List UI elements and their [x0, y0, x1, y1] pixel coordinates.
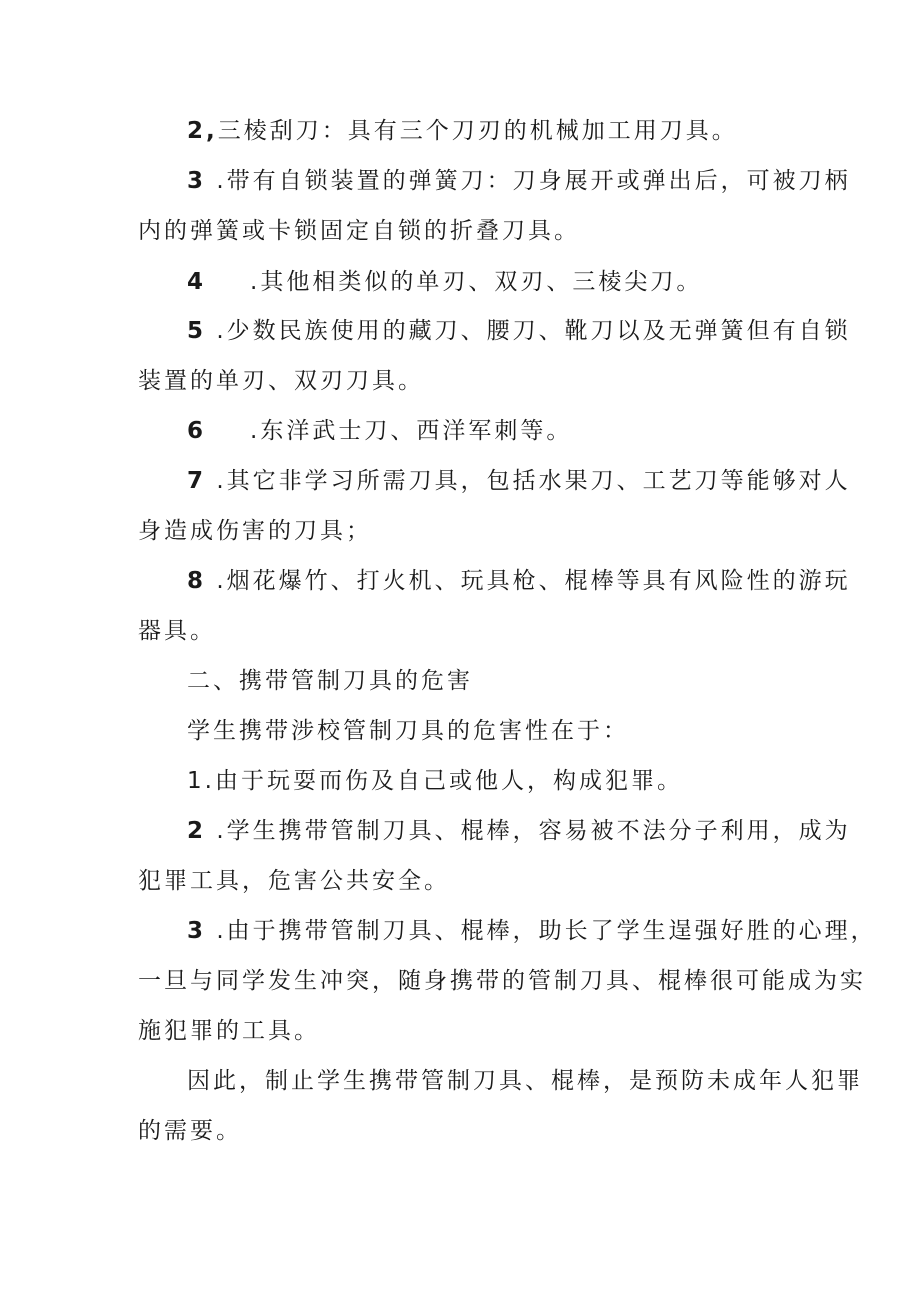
list-item-8 [187, 566, 851, 596]
list-item-6 [187, 416, 572, 446]
item-text: 犯罪工具，危害公共安全。 [138, 868, 450, 894]
item-text: 器具。 [138, 618, 216, 644]
list-item-7 [187, 466, 851, 496]
heading-text: 二、携带管制刀具的危害 [187, 668, 473, 694]
harm-item-3-continuation [138, 966, 866, 996]
item-text: .少数民族使用的藏刀、腰刀、靴刀以及无弹簧但有自锁 [216, 318, 851, 344]
item-text: 1.由于玩耍而伤及自己或他人，构成犯罪。 [187, 768, 683, 794]
list-item-8-continuation [138, 616, 216, 646]
item-text: .其他相类似的单刃、双刃、三棱尖刀。 [250, 269, 703, 295]
list-item-7-continuation [138, 516, 372, 546]
item-text: 身造成伤害的刀具； [138, 518, 372, 544]
list-item-5-continuation [138, 366, 424, 396]
paragraph-text: 因此，制止学生携带管制刀具、棍棒，是预防未成年人犯罪 [187, 1068, 863, 1094]
paragraph-text: 学生携带涉校管制刀具的危害性在于： [187, 718, 629, 744]
harm-item-1 [187, 766, 683, 796]
item-text: .学生携带管制刀具、棍棒，容易被不法分子利用，成为 [216, 818, 851, 844]
item-text: 施犯罪的工具。 [138, 1018, 320, 1044]
harm-item-3-continuation-2 [138, 1016, 320, 1046]
item-number: 2, [187, 118, 218, 144]
item-number: 6 [187, 418, 207, 444]
conclusion-paragraph [187, 1066, 863, 1096]
item-text: .由于携带管制刀具、棍棒，助长了学生逞强好胜的心理， [216, 918, 877, 944]
item-number: 7 [187, 468, 207, 494]
item-number: 3 [187, 918, 207, 944]
intro-paragraph [187, 716, 629, 746]
item-text: .带有自锁装置的弹簧刀：刀身展开或弹出后，可被刀柄 [216, 168, 851, 194]
list-item-4 [187, 267, 702, 297]
harm-item-2-continuation [138, 866, 450, 896]
item-number: 2 [187, 818, 207, 844]
harm-item-3 [187, 916, 877, 946]
item-text: 装置的单刃、双刃刀具。 [138, 368, 424, 394]
list-item-2 [187, 116, 738, 146]
item-text: 内的弹簧或卡锁固定自锁的折叠刀具。 [138, 218, 580, 244]
item-text: .东洋武士刀、西洋军刺等。 [250, 418, 573, 444]
paragraph-text: 的需要。 [138, 1118, 242, 1144]
harm-item-2 [187, 816, 851, 846]
list-item-3 [187, 166, 851, 196]
item-text: .烟花爆竹、打火机、玩具枪、棍棒等具有风险性的游玩 [216, 568, 851, 594]
section-heading [187, 666, 473, 696]
conclusion-paragraph-continuation [138, 1116, 242, 1146]
list-item-5 [187, 316, 851, 346]
item-text: 三棱刮刀：具有三个刀刃的机械加工用刀具。 [217, 118, 738, 144]
item-number: 3 [187, 168, 207, 194]
item-number: 8 [187, 568, 207, 594]
list-item-3-continuation [138, 216, 580, 246]
item-text: 一旦与同学发生冲突，随身携带的管制刀具、棍棒很可能成为实 [138, 968, 866, 994]
item-number: 5 [187, 318, 207, 344]
item-text: .其它非学习所需刀具，包括水果刀、工艺刀等能够对人 [216, 468, 851, 494]
item-number: 4 [187, 269, 207, 295]
